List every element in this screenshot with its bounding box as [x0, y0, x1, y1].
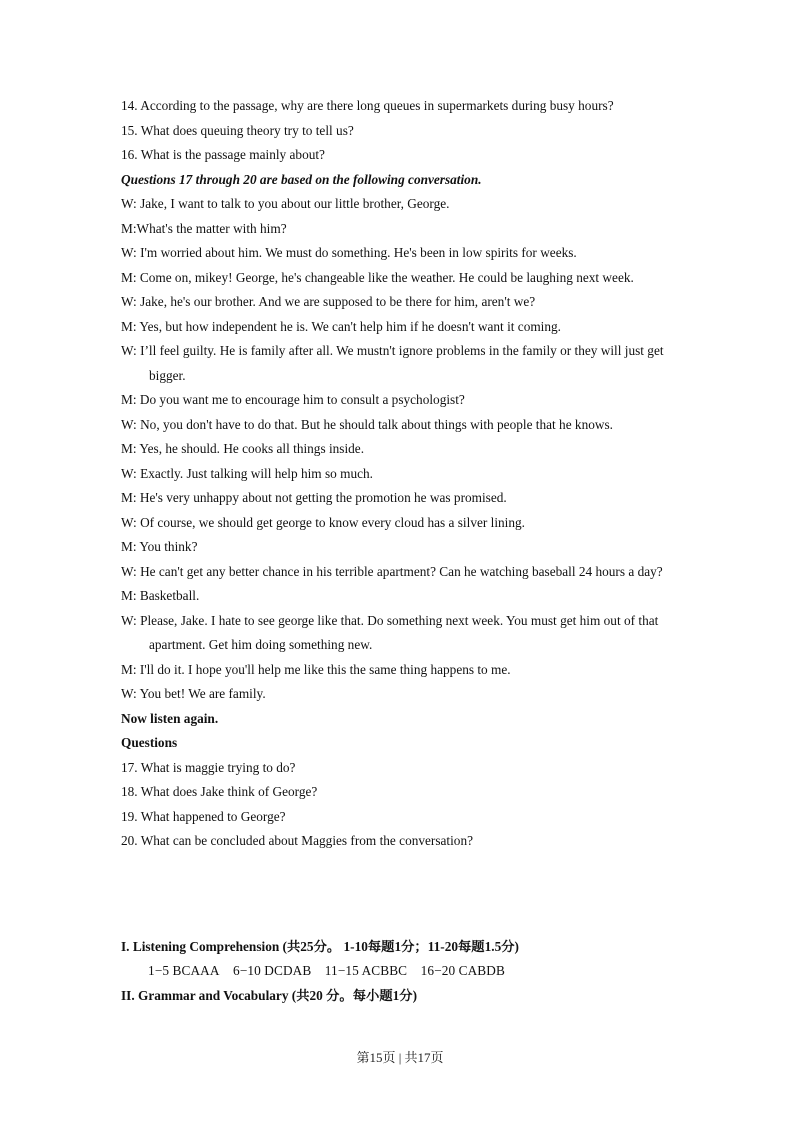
dialogue-line: M: I'll do it. I hope you'll help me like this the same thing happens to me.: [121, 661, 511, 677]
page-footer: 第15页 | 共17页: [356, 1050, 444, 1065]
answer-group: 11−15 ACBBC: [324, 963, 408, 978]
dialogue-line: W: Exactly. Just talking will help him so much.: [121, 465, 373, 481]
answer-group: 16−20 CABDB: [420, 963, 505, 978]
dialogue-line: W: No, you don't have to do that. But he should talk about things with people that he knows.: [121, 416, 613, 432]
question-20: 20. What can be concluded about Maggies from the conversation?: [121, 833, 474, 848]
section-2-title: II. Grammar and Vocabulary (共20 分。每小题1分): [121, 987, 417, 1003]
question-15: 15. What does queuing theory try to tell us?: [121, 122, 354, 138]
dialogue-line: W: You bet! We are family.: [121, 686, 266, 701]
question-17: 17. What is maggie trying to do?: [121, 759, 296, 775]
dialogue-line: M: Come on, mikey! George, he's changeable like the weather. He could be laughing next week.: [121, 269, 634, 285]
dialogue-line: M: He's very unhappy about not getting the promotion he was promised.: [121, 490, 507, 505]
dialogue-line: M: Do you want me to encourage him to consult a psychologist?: [121, 392, 465, 407]
answer-group: 6−10 DCDAB: [233, 963, 312, 978]
dialogue-line: W: I'm worried about him. We must do something. He's been in low spirits for weeks.: [121, 245, 577, 260]
answer-group: 1−5 BCAAA: [148, 963, 220, 978]
answer-key: [121, 959, 686, 984]
spacer: [121, 854, 686, 935]
dialogue-line: M:What's the matter with him?: [121, 220, 287, 236]
dialogue: [121, 192, 686, 707]
conversation-heading: Questions 17 through 20 are based on the following conversation.: [121, 171, 482, 187]
question-16: 16. What is the passage mainly about?: [121, 147, 325, 162]
question-14: 14. According to the passage, why are there long queues in supermarkets during busy hours?: [121, 98, 614, 113]
dialogue-line: W: Please, Jake. I hate to see george like that. Do something next week. You must get him out of that apartment. Get him doing something new.: [121, 612, 659, 652]
question-18: 18. What does Jake think of George?: [121, 784, 318, 799]
dialogue-line: W: He can't get any better chance in his terrible apartment? Can he watching baseball 24 hours a day?: [121, 563, 663, 579]
dialogue-line: W: Jake, he's our brother. And we are supposed to be there for him, aren't we?: [121, 294, 536, 309]
dialogue-line: W: Of course, we should get george to know every cloud has a silver lining.: [121, 514, 525, 530]
dialogue-line: M: Yes, he should. He cooks all things inside.: [121, 441, 365, 456]
questions-heading: Questions: [121, 735, 178, 750]
page-content: [121, 94, 686, 1008]
dialogue-line: W: I’ll feel guilty. He is family after all. We mustn't ignore problems in the family or they will just get bigger.: [121, 343, 664, 383]
section-1-title: I. Listening Comprehension (共25分。 1-10每题1分；11-20每题1.5分): [121, 938, 519, 954]
dialogue-line: M: Basketball.: [121, 588, 200, 603]
listen-again-label: Now listen again.: [121, 710, 219, 726]
dialogue-line: W: Jake, I want to talk to you about our little brother, George.: [121, 196, 450, 211]
dialogue-line: M: You think?: [121, 539, 198, 554]
dialogue-line: M: Yes, but how independent he is. We can't help him if he doesn't want it coming.: [121, 318, 561, 334]
question-19: 19. What happened to George?: [121, 808, 286, 824]
